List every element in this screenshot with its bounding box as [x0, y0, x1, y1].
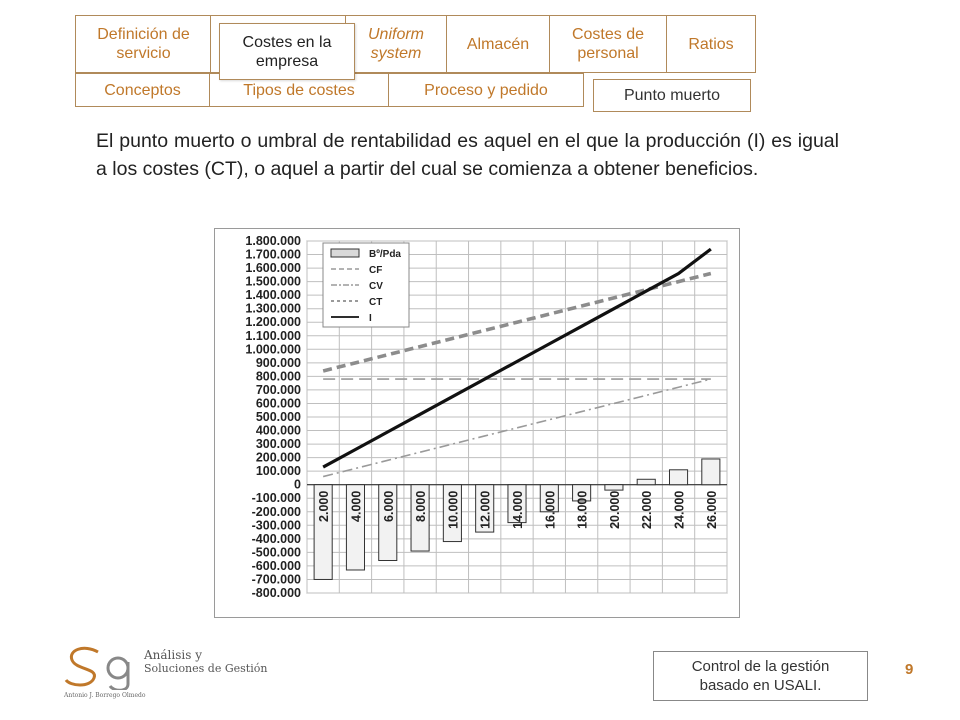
tab-conceptos[interactable]: Conceptos — [75, 73, 210, 107]
y-tick-label: -700.000 — [251, 572, 301, 587]
x-tick-label: 10.000 — [446, 490, 461, 529]
x-tick-label: 14.000 — [511, 490, 525, 529]
y-tick-label: -400.000 — [251, 531, 301, 546]
y-tick-label: -500.000 — [251, 545, 301, 560]
x-tick-label: 24.000 — [672, 490, 687, 529]
logo-text-line1: Análisis y — [144, 648, 202, 662]
tab-costes-empresa[interactable]: Costes en la empresa — [219, 23, 355, 80]
tab-almacen[interactable]: Almacén — [446, 15, 550, 73]
y-tick-label: 1.000.000 — [245, 342, 301, 357]
sg-logo-mark — [64, 644, 142, 690]
y-tick-label: -100.000 — [251, 491, 301, 506]
y-tick-label: 1.300.000 — [245, 301, 301, 316]
y-tick-label: -200.000 — [251, 504, 301, 519]
y-tick-label: 1.200.000 — [245, 315, 301, 330]
legend-label: Bº/Pda — [369, 249, 401, 260]
tab-tipos-costes[interactable]: Tipos de costes — [209, 73, 389, 107]
tab-definicion-servicio[interactable]: Definición de servicio — [75, 15, 212, 73]
legend-swatch — [331, 249, 359, 257]
footer-line2: basado en USALI. — [699, 677, 822, 694]
y-tick-label: -600.000 — [251, 558, 301, 573]
y-tick-label: 200.000 — [255, 450, 301, 465]
y-tick-label: 1.600.000 — [245, 261, 301, 276]
bar — [702, 459, 720, 485]
intro-paragraph: El punto muerto o umbral de rentabilidad es aquel en el que la producción (I) es igual a los costes (CT), o aquel a partir del cual se comienza a obtener beneficios. — [96, 130, 839, 180]
page-number: 9 — [905, 661, 914, 678]
x-tick-label: 2.000 — [317, 490, 332, 522]
y-tick-label: -800.000 — [251, 586, 301, 600]
break-even-chart — [215, 229, 739, 617]
y-tick-label: 700.000 — [255, 382, 301, 397]
x-tick-label: 22.000 — [640, 490, 655, 529]
bar — [637, 479, 655, 484]
bar — [669, 470, 687, 485]
y-tick-label: 800.000 — [255, 369, 301, 384]
y-tick-label: 1.400.000 — [245, 288, 301, 303]
y-tick-label: -300.000 — [251, 518, 301, 533]
y-tick-label: 300.000 — [255, 437, 301, 452]
x-tick-label: 8.000 — [414, 490, 429, 522]
y-tick-label: 1.800.000 — [245, 234, 301, 248]
tab-proceso-pedido[interactable]: Proceso y pedido — [388, 73, 584, 107]
tab-ratios[interactable]: Ratios — [666, 15, 756, 73]
legend-label: CT — [369, 297, 383, 308]
company-logo — [64, 644, 324, 704]
y-tick-label: 1.500.000 — [245, 274, 301, 289]
tab-costes-personal[interactable]: Costes de personal — [549, 15, 667, 73]
logo-author: Antonio J. Borrego Olmedo — [64, 692, 146, 699]
chart-frame — [214, 228, 740, 618]
x-tick-label: 20.000 — [607, 490, 622, 529]
y-tick-label: 900.000 — [255, 355, 301, 370]
tab-uniform-system[interactable]: Uniform system — [345, 15, 447, 73]
footer-box — [653, 651, 868, 701]
y-tick-label: 100.000 — [255, 464, 301, 479]
x-tick-label: 6.000 — [381, 490, 396, 522]
bar — [605, 485, 623, 490]
x-tick-label: 16.000 — [543, 490, 558, 529]
y-tick-label: 0 — [294, 477, 301, 492]
x-tick-label: 12.000 — [478, 490, 493, 529]
x-tick-label: 26.000 — [704, 490, 719, 529]
y-tick-label: 500.000 — [255, 410, 301, 424]
x-tick-label: 18.000 — [575, 490, 590, 529]
y-tick-label: 400.000 — [255, 423, 301, 438]
y-tick-label: 1.700.000 — [245, 247, 301, 262]
legend-label: CF — [369, 265, 383, 276]
x-tick-label: 4.000 — [349, 490, 364, 522]
legend-label: I — [369, 313, 372, 324]
footer-line1: Control de la gestión — [691, 658, 830, 675]
legend-label: CV — [369, 281, 383, 292]
tab-punto-muerto[interactable]: Punto muerto — [593, 79, 751, 112]
y-tick-label: 600.000 — [255, 396, 301, 411]
y-tick-label: 1.100.000 — [245, 328, 301, 343]
logo-text-line2: Soluciones de Gestión — [144, 662, 268, 675]
